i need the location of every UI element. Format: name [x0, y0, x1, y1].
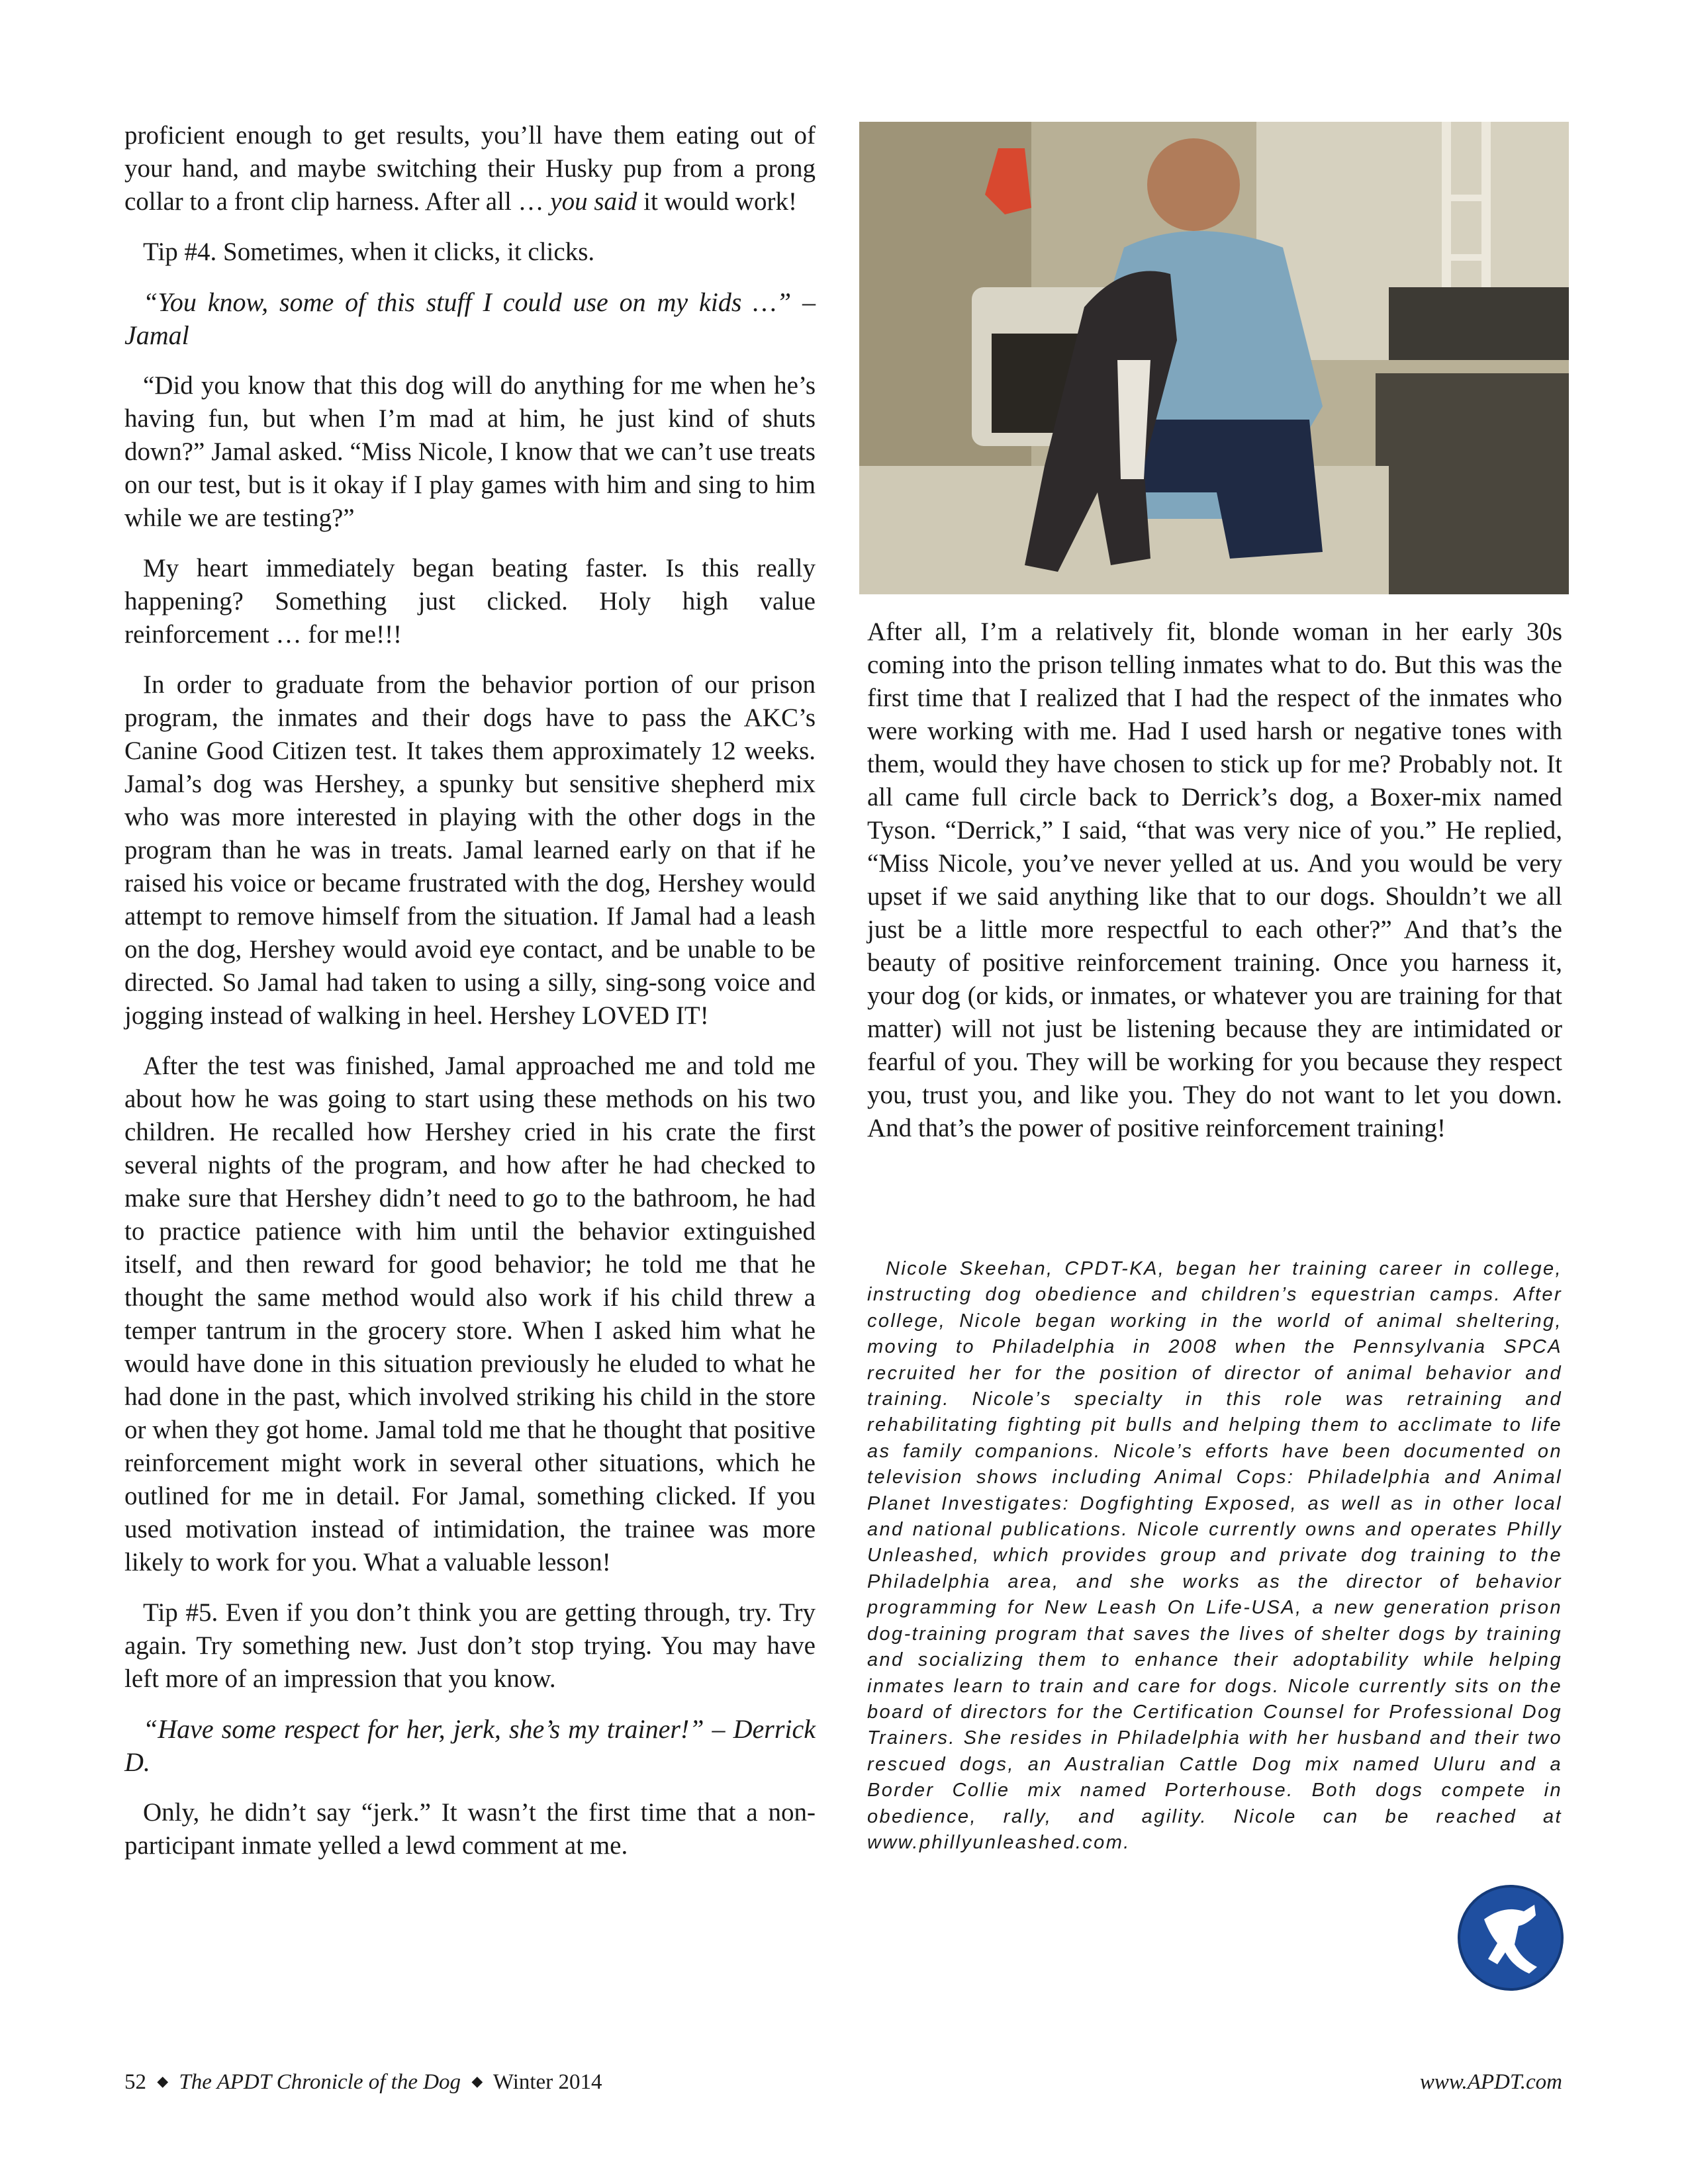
footer-left — [124, 2070, 602, 2095]
author-bio: Nicole Skeehan, CPDT-KA, began her training career in college, instructing dog obedience and children’s equestrian camps. After college, Nicole began working in the world of animal sheltering, moving to Philadelphia in 2008 when the Pennsylvania SPCA recruited her for the position of director of animal behavior and training. Nicole’s specialty in this role was retraining and rehabilitating fighting pit bulls and helping them to acclimate to life as family companions. Nicole’s efforts have been documented on television shows including Animal Cops: Philadelphia and Animal Planet Investigates: Dogfighting Exposed, as well as in other local and national publications. Nicole currently owns and operates Philly Unleashed, which provides group and private dog training to the Philadelphia area, and she works as the director of behavior programming for New Leash On Life-USA, a new generation prison dog-training program that saves the lives of shelter dogs by training and socializing them to enhance their adoptability while helping inmates learn to train and care for dogs. Nicole currently sits on the board of directors for the Certification Counsel for Professional Dog Trainers. She resides in Philadelphia with her husband and their two rescued dogs, an Australian Cattle Dog mix named Uluru and a Border Collie mix named Porterhouse. Both dogs compete in obedience, rally, and agility. Nicole can be reached at www.phillyunleashed.com. — [867, 1258, 1562, 1853]
page-footer — [124, 2070, 1562, 2103]
diamond-icon: ◆ — [157, 2073, 169, 2089]
issue-date: Winter 2014 — [492, 2070, 602, 2094]
paragraph: After all, I’m a relatively fit, blonde woman in her early 30s coming into the prison telling inmates what to do. But this was the first time that I realized that I had the respect of the inmates who were working with me. Had I used harsh or negative tones with them, would they have chosen to stick up for me? Probably not. It all came full circle back to Derrick’s dog, a Boxer-mix named Tyson. “Derrick,” I said, “that was very nice of you.” He replied, “Miss Nicole, you’ve never yelled at us. And you would be very upset if we said anything like that to our dogs. Shouldn’t we all just be a little more respectful to each other?” And that’s the beauty of positive reinforcement training. Once you harness it, your dog (or kids, or inmates, or whatever you are training for that matter) will not just be listening because they are intimidated or fearful of you. They will be working for you because they respect you, trust you, and like you. They do not want to let you down. And that’s the power of positive reinforcement training! — [867, 617, 1562, 1142]
quote-jamal: “You know, some of this stuff I could use on my kids …” – Jamal — [124, 287, 816, 350]
right-column — [867, 615, 1562, 1162]
page-number: 52 — [124, 2070, 146, 2094]
publication-name: The APDT Chronicle of the Dog — [179, 2070, 461, 2094]
paragraph — [124, 119, 816, 218]
quote-derrick: “Have some respect for her, jerk, she’s my trainer!” – Derrick D. — [124, 1714, 816, 1777]
emphasis-text: you said — [550, 187, 637, 216]
paragraph: After the test was finished, Jamal approached me and told me about how he was going to start using these methods on his two children. He recalled how Hershey cried in his crate the first several nights of the program, and how after he had checked to make sure that Hershey didn’t need to go to the bathroom, he had to practice patience with him until the behavior extinguished itself, and then reward for good behavior; he told me that he thought the same method would also work if his child threw a temper tantrum in the grocery store. When I asked him what he would have done in this situation previously he eluded to what he had done in the past, which involved striking his child in the store or when they got home. Jamal told me that he thought that positive reinforcement might work in several other situations, which he outlined for me in detail. For Jamal, something clicked. If you used motivation instead of intimidation, the trainee was more likely to work for you. What a valuable lesson! — [124, 1052, 816, 1576]
article-photo — [859, 122, 1569, 594]
paragraph: My heart immediately began beating faster. Is this really happening? Something just clicked. Holy high value reinforcement … for me!!! — [124, 554, 816, 649]
paragraph: Only, he didn’t say “jerk.” It wasn’t the first time that a non-participant inmate yelled a lewd comment at me. — [124, 1798, 816, 1860]
paragraph-text: proficient enough to get results, you’ll have them eating out of your hand, and maybe switching their Husky pup from a prong collar to a front clip harness. After all … — [124, 121, 816, 216]
paragraph: “Did you know that this dog will do anything for me when he’s having fun, but when I’m mad at him, he just kind of shuts down?” Jamal asked. “Miss Nicole, I know that we can’t use treats on our test, but is it okay if I play games with him and sing to him while we are testing?” — [124, 371, 816, 532]
logo-graphic — [1458, 1885, 1564, 1991]
paragraph-text: it would work! — [637, 187, 797, 216]
website-link[interactable]: www.APDT.com — [1419, 2070, 1562, 2094]
tip-4: Tip #4. Sometimes, when it clicks, it clicks. — [143, 238, 595, 266]
diamond-icon: ◆ — [471, 2073, 483, 2089]
left-column — [124, 119, 816, 1880]
tip-5: Tip #5. Even if you don’t think you are getting through, try. Try again. Try something new. Just don’t stop trying. You may have left more of an impression that you know. — [124, 1598, 816, 1693]
paragraph: In order to graduate from the behavior portion of our prison program, the inmates and their dogs have to pass the AKC’s Canine Good Citizen test. It takes them approximately 12 weeks. Jamal’s dog was Hershey, a spunky but sensitive shepherd mix who was more interested in playing with the other dogs in the program than he was in treats. Jamal learned early on that if he raised his voice or became frustrated with the dog, Hershey would attempt to remove himself from the situation. If Jamal had a leash on the dog, Hershey would avoid eye contact, and be unable to be directed. So Jamal had taken to using a silly, sing-song voice and jogging instead of walking in heel. Hershey LOVED IT! — [124, 670, 816, 1030]
apdt-dog-logo-icon — [1458, 1885, 1564, 1991]
photo-illustration — [859, 122, 1569, 594]
